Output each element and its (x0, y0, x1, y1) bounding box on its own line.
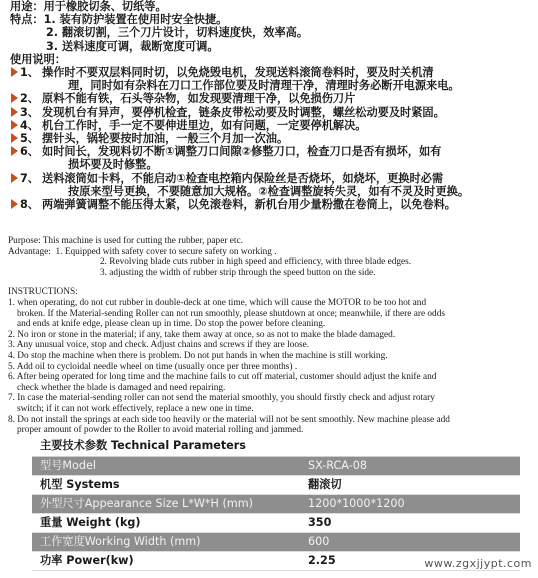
bullet-icon (10, 93, 19, 103)
spec-label: 机型 Systems (40, 478, 120, 491)
spec-row (32, 476, 520, 495)
instruction-line: broken. If the Material-sending Roller can not run smoothly, please shutdown at once; meanwhile, if there are odds (17, 308, 445, 319)
instruction-item: 4、 机台工作时，手一定不要伸进里边，如有问题，一定要停机解决。 (10, 119, 534, 132)
bullet-icon (10, 120, 19, 130)
instruction-line: 6. After being operated for long time and the machine fails to cut off material, customer should adjust the knife and (8, 372, 437, 383)
instruction-line: 2. No iron or stone in the material; if any, take them away at once, so as not to make the blade damaged. (8, 329, 396, 340)
instruction-item: 6、 如时间长，发现料切不断①调整刀口间隙②修整刀口，检查刀口是否有损坏，如有 损坏要及时修整。 (10, 145, 534, 171)
purpose-cn: 用途：用于橡胶切条、切纸等。 (10, 0, 167, 13)
instruction-line: and ends at knife edge, please clean up in time. Do stop the power before cleaning. (17, 319, 326, 330)
features-label: 特点： (10, 13, 44, 27)
advantage-item: 2. Revolving blade cuts rubber in high speed and efficiency, with three blade edges. (100, 257, 412, 268)
purpose-en: Purpose: This machine is used for cutting the rubber, paper etc. (8, 236, 243, 246)
bullet-icon (10, 173, 19, 183)
instruction-line: 4. Do stop the machine when there is problem. Do not put hands in when the machine is still working. (8, 350, 388, 361)
advantage-item: 3. adjusting the width of rubber strip through the speed button on the side. (100, 267, 376, 278)
bullet-icon (10, 146, 19, 156)
bullet-icon (10, 133, 19, 143)
feature-item: 2. 翻滚切割，三个刀片设计，切料速度快，效率高。 (46, 26, 309, 40)
instruction-item: 3、 发现机台有异声，要停机检查，链条皮带松动要及时调整，螺丝松动要及时紧固。 (10, 106, 534, 119)
advantage-en: Advantage: 1. Equipped with safety cover to secure safety on working . (8, 246, 277, 257)
spec-value: SX-RCA-08 (308, 459, 367, 472)
spec-row (32, 533, 520, 552)
instruction-line: 7. In case the material-sending roller can not send the material smoothly, you should firstly check and adjust rotary (8, 393, 435, 404)
instruction-line: 8. Do not install the springs at each side too heavily or the material will not be sent smoothly. New machine please add (8, 414, 450, 425)
spec-label: 重量 Weight (kg) (40, 516, 141, 529)
instruction-line: 3. Any unusual voice, stop and check. Adjust chains and screws if they are loose. (8, 340, 310, 351)
feature-item: 3. 送料速度可调，裁断宽度可调。 (46, 39, 219, 53)
instruction-line: 5. Add oil to cycloidal needle wheel on time (usually once per three months) . (8, 361, 298, 372)
spec-value: 1200*1000*1200 (308, 497, 405, 510)
english-instructions (8, 236, 534, 436)
instruction-item: 7、 送料滚筒如卡料，不能启动①检查电控箱内保险丝是否烧坏，如烧坏，更换时必需 按原来型号更换，不要随意加大规格。②检查调整旋转失灵，如有不灵及时更换。 (10, 172, 534, 198)
chinese-instructions (10, 0, 534, 211)
spec-row (32, 514, 520, 533)
spec-value: 翻滚切 (308, 478, 342, 491)
instructions-label-en: INSTRUCTIONS: (8, 287, 78, 298)
instruction-line: check whether the blade is damaged and need repairing. (17, 382, 226, 393)
feature-item: 1. 装有防护装置在使用时安全快捷。 (43, 13, 228, 27)
instruction-line: switch; if it can not work effectively, replace a new one in time. (17, 403, 254, 414)
instruction-line: 1. when operating, do not cut rubber in double-deck at one time, which will cause the MOTOR to be too hot and (8, 297, 427, 308)
instruction-item: 2、 原料不能有铁，石头等杂物，如发现要清理干净，以免损伤刀片 (10, 92, 534, 105)
instruction-line: proper amount of powder to the Roller to avoid material rolling and jammed. (17, 425, 304, 436)
instruction-item: 8、 两端弹簧调整不能压得太紧，以免滚卷料，新机台用少量粉撒在卷筒上，以免卷料。 (10, 198, 534, 211)
bullet-icon (10, 107, 19, 117)
technical-parameters-table (32, 436, 520, 571)
spec-label: 功率 Power(kw) (40, 554, 134, 567)
spec-value: 350 (308, 516, 332, 529)
watermark: www.zgxjjypt.com (424, 557, 532, 570)
instruction-item: 1、 操作时不要双层料同时切，以免烧毁电机，发现送料滚筒卷料时，要及时关机清 理，同时如有杂料在刀口工作部位要及时清理干净，清理时务必断开电源来电。 (10, 66, 534, 92)
bullet-icon (10, 199, 19, 209)
spec-label: 型号Model (40, 459, 96, 472)
features-cn (10, 13, 534, 26)
spec-value: 600 (308, 535, 330, 548)
spec-title: 主要技术参数 Technical Parameters (32, 436, 520, 457)
spec-row (32, 457, 520, 476)
spec-value: 2.25 (308, 554, 336, 567)
spec-label: 外型尺寸Appearance Size L*W*H (mm) (40, 497, 253, 510)
bullet-icon (10, 67, 19, 77)
instruction-item: 5、 摆针头，锅轮要按时加油，一般三个月加一次油。 (10, 132, 534, 145)
instructions-label-cn: 使用说明： (10, 52, 66, 66)
spec-row (32, 495, 520, 514)
spec-label: 工作宽度Working Width (mm) (40, 535, 201, 548)
